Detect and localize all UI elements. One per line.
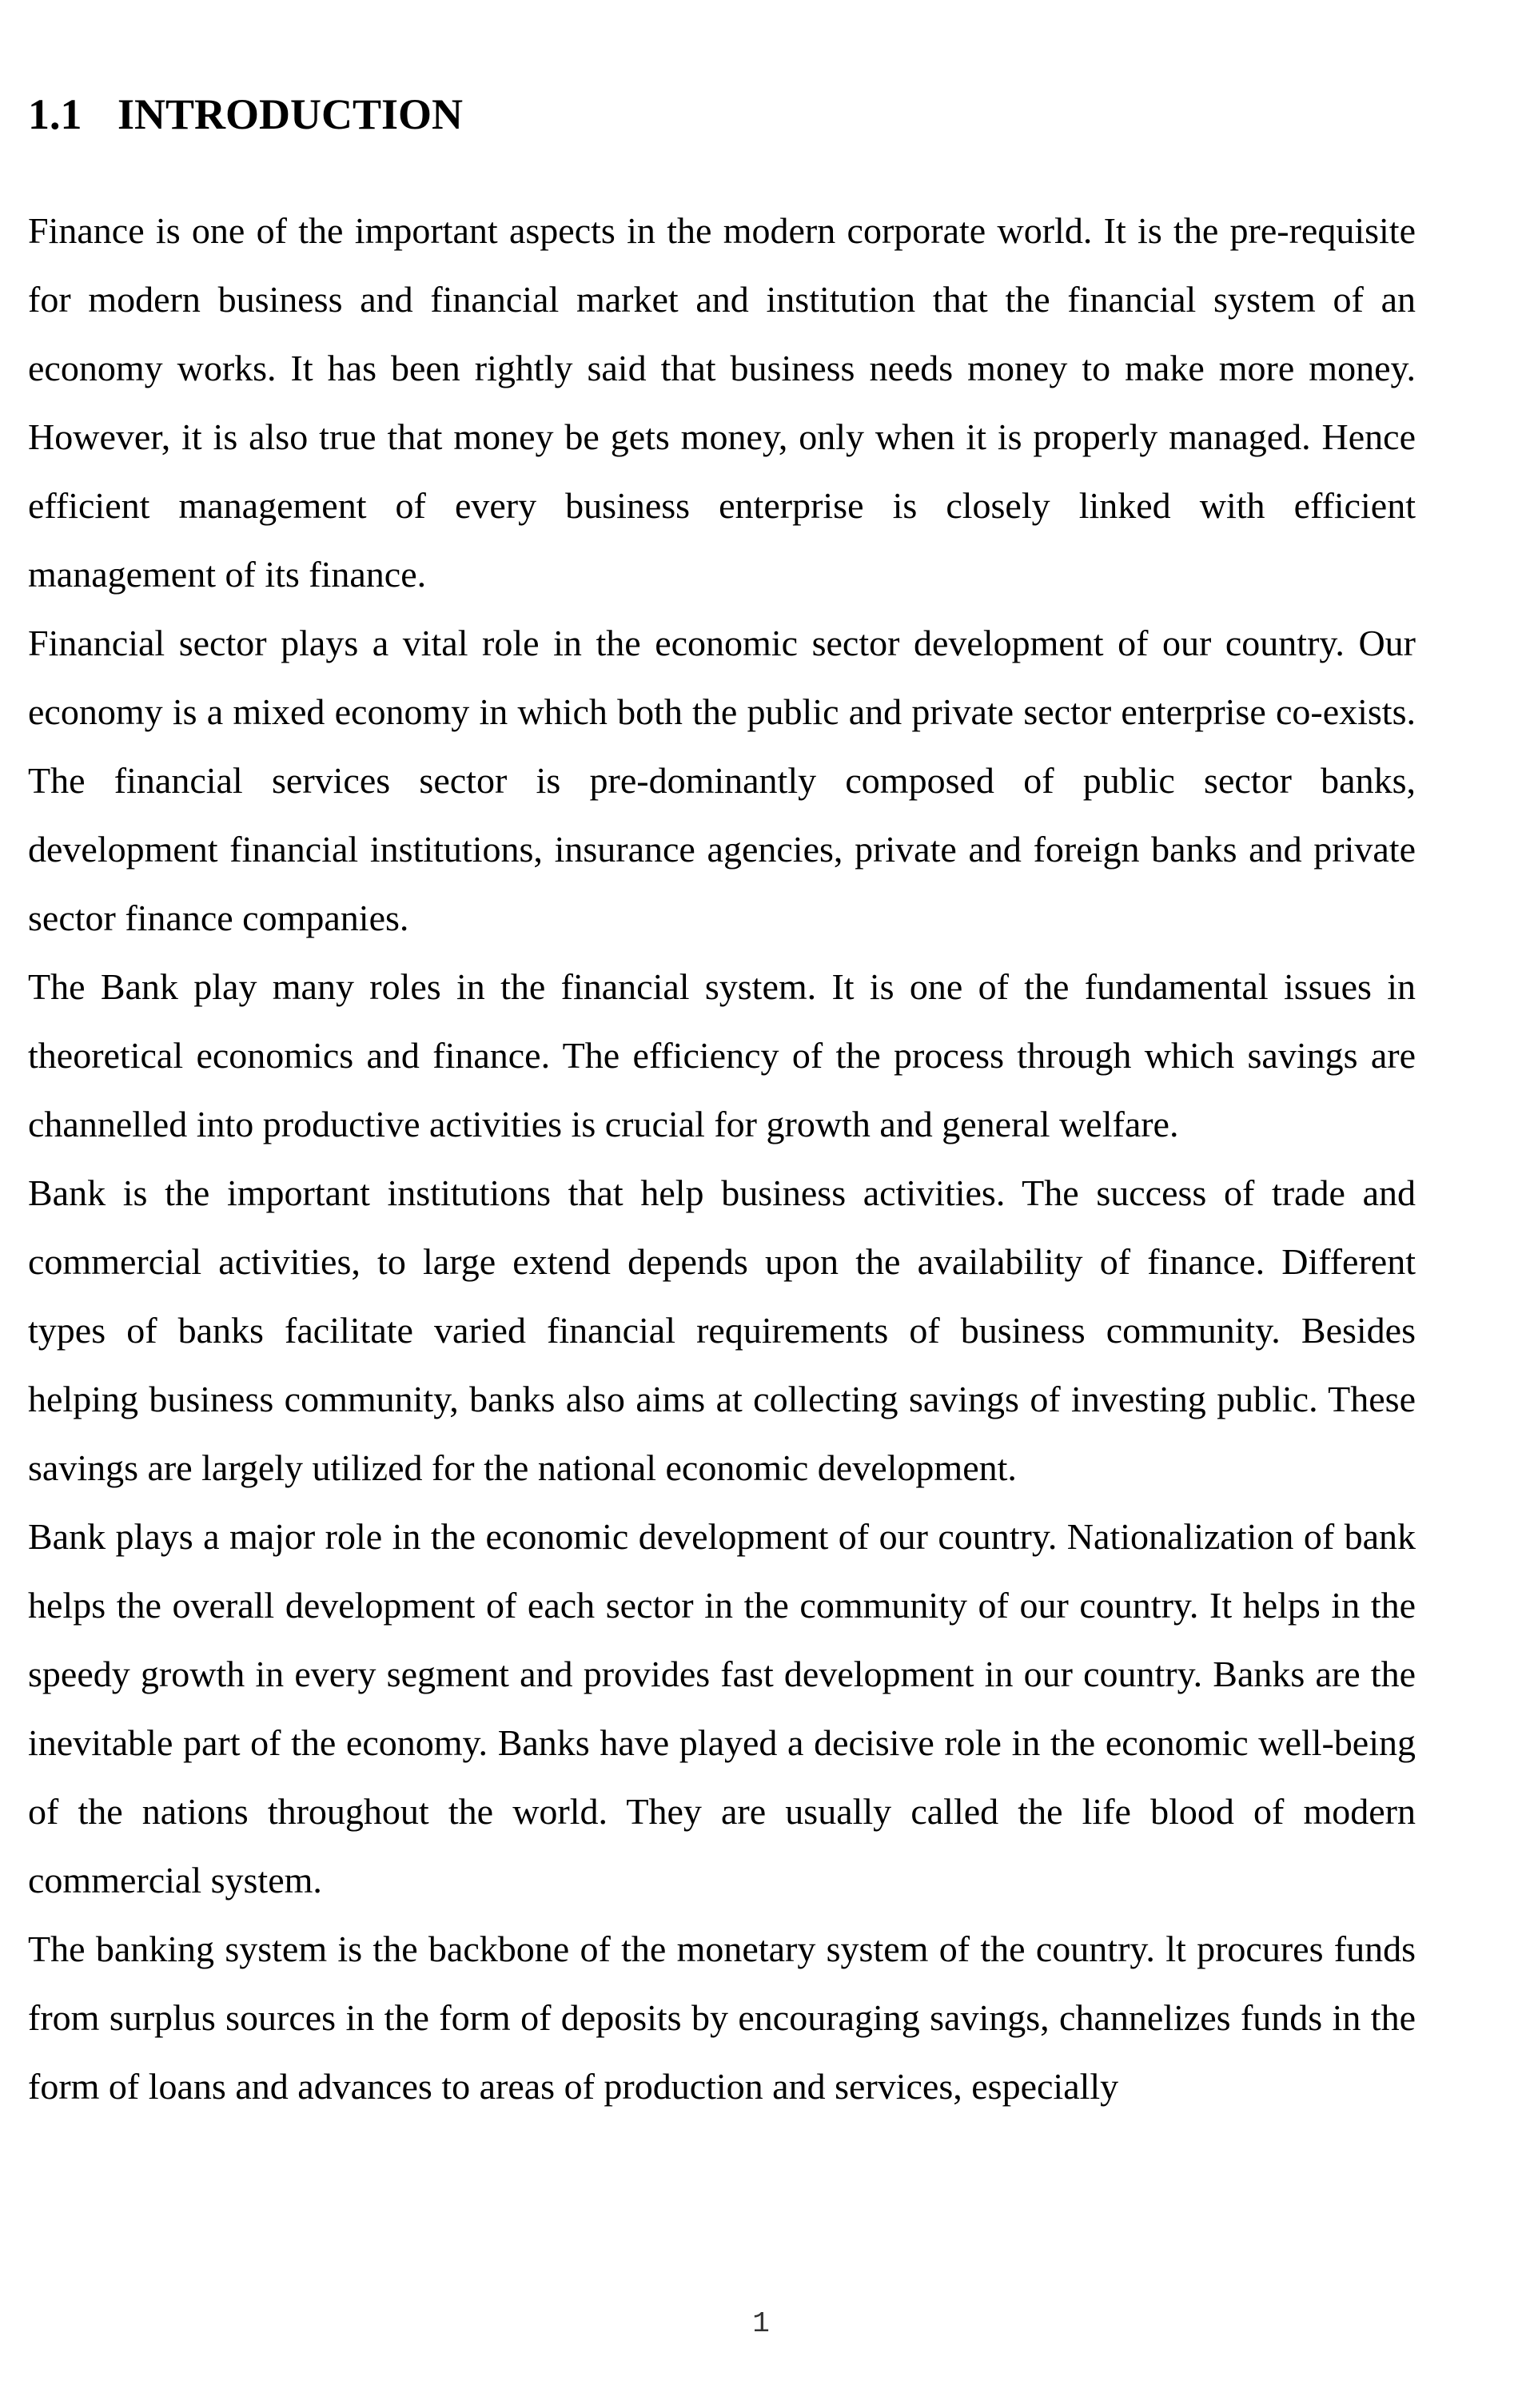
paragraph-financial-sector: Financial sector plays a vital role in the economic sector development of our country. Our economy is a mixed economy in which both the public and private sector enterprise co-exists. The financial services sector is pre-dominantly composed of public sector banks, development financial institutions, insurance agencies, private and foreign banks and private sector finance companies.	[28, 623, 1416, 938]
paragraph-bank-roles: The Bank play many roles in the financial system. It is one of the fundamental issues in theoretical economics and finance. The efficiency of the process through which savings are channelled into productive activities is crucial for growth and general welfare.	[28, 966, 1416, 1144]
section-heading	[28, 86, 463, 142]
paragraph-finance: Finance is one of the important aspects in the modern corporate world. It is the pre-requisite for modern business and financial market and institution that the financial system of an economy works. It has been rightly said that business needs money to make more money. However, it is also true that money be gets money, only when it is properly managed. Hence efficient management of every business enterprise is closely linked with efficient management of its finance.	[28, 210, 1416, 595]
section-body	[28, 197, 1416, 2121]
paragraph-banking-system: The banking system is the backbone of the monetary system of the country. lt procures funds from surplus sources in the form of deposits by encouraging savings, channelizes funds in the form of loans and advances to areas of production and services, especially	[28, 1928, 1416, 2107]
page-number: 1	[752, 2307, 770, 2340]
paragraph-bank-institutions: Bank is the important institutions that help business activities. The success of trade and commercial activities, to large extend depends upon the availability of finance. Different types of banks facilitate varied financial requirements of business community. Besides helping business community, banks also aims at collecting savings of investing public. These savings are largely utilized for the national economic development.	[28, 1172, 1416, 1488]
section-number: 1.1	[28, 90, 82, 138]
section-title: INTRODUCTION	[118, 90, 464, 138]
paragraph-economic-development: Bank plays a major role in the economic development of our country. Nationalization of bank helps the overall development of each sector in the community of our country. It helps in the speedy growth in every segment and provides fast development in our country. Banks are the inevitable part of the economy. Banks have played a decisive role in the economic well-being of the nations throughout the world. They are usually called the life blood of modern commercial system.	[28, 1516, 1416, 1901]
